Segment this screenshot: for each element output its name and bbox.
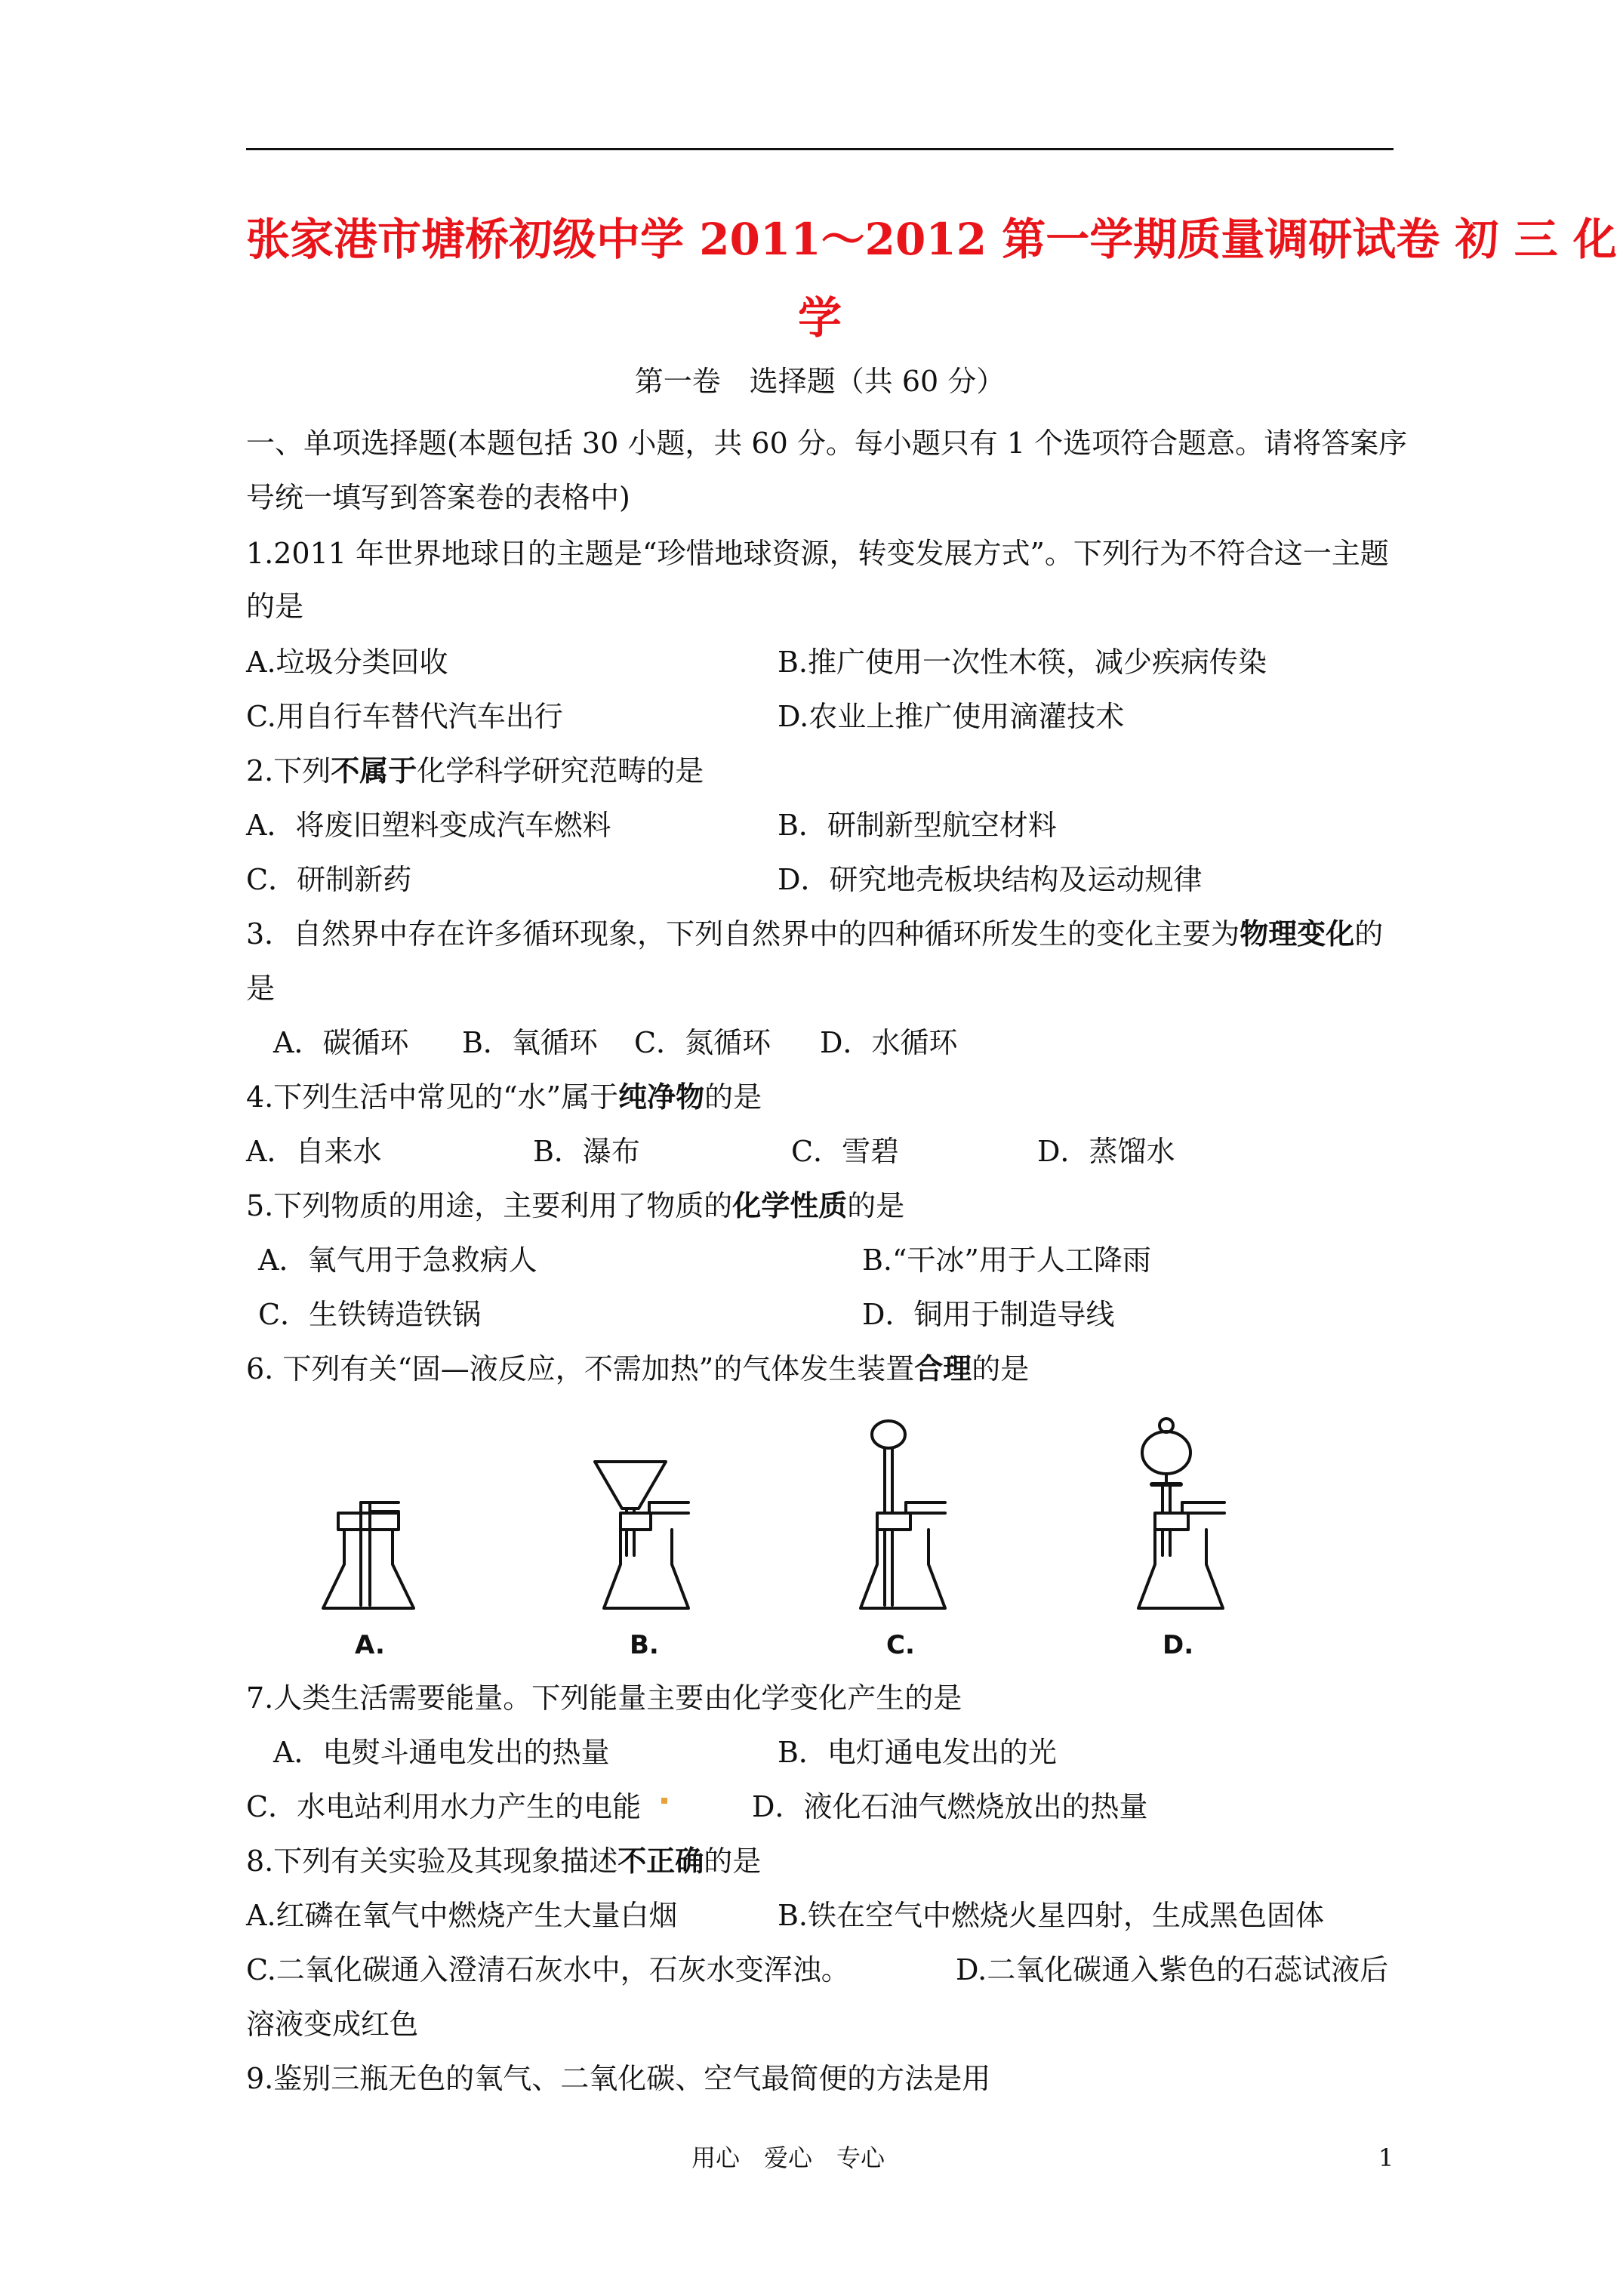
question-2-stem-bold: 不属于	[331, 754, 417, 787]
question-8-option-d-cont: 溶液变成红色	[246, 2008, 419, 2041]
section-intro-line1: 一、单项选择题(本题包括 30 小题，共 60 分。每小题只有 1 个选项符合题意。请将答案序	[246, 427, 1408, 460]
question-7-option-c: C．水电站利用水力产生的电能	[246, 1790, 642, 1823]
figure-label-b: B.	[630, 1630, 659, 1660]
question-2-stem-post: 化学科学研究范畴的是	[417, 754, 704, 787]
question-6-stem-post: 的是	[972, 1352, 1030, 1385]
question-3-option-c: C．氮循环	[634, 1026, 771, 1059]
apparatus-b-funnel-flask-icon	[595, 1462, 688, 1608]
page-title-line1: 张家港市塘桥初级中学 2011～2012 第一学期质量调研试卷 初 三 化	[246, 214, 1617, 265]
apparatus-d-separatory-funnel-flask-icon	[1138, 1419, 1224, 1608]
question-4-option-a: A．自来水	[246, 1135, 382, 1168]
question-5-stem-pre: 5.下列物质的用途，主要利用了物质的	[246, 1189, 733, 1222]
question-8-option-a: A.红磷在氧气中燃烧产生大量白烟	[246, 1899, 678, 1932]
question-3-option-b: B．氧循环	[462, 1026, 598, 1059]
question-3-stem-post: 的	[1354, 917, 1384, 951]
question-1-stem-line2: 的是	[246, 590, 304, 623]
question-7-stem: 7.人类生活需要能量。下列能量主要由化学变化产生的是	[246, 1681, 962, 1715]
question-6-stem-bold: 合理	[914, 1351, 972, 1385]
question-2-option-d: D．研究地壳板块结构及运动规律	[778, 863, 1203, 896]
figure-label-c: C.	[886, 1630, 915, 1660]
question-9-stem: 9.鉴别三瓶无色的氧气、二氧化碳、空气最简便的方法是用	[246, 2062, 991, 2095]
question-3-option-a: A．碳循环	[273, 1026, 409, 1059]
question-8-option-c: C.二氧化碳通入澄清石灰水中，石灰水变浑浊。	[246, 1953, 850, 1986]
question-1-option-d: D.农业上推广使用滴灌技术	[778, 700, 1125, 733]
section-intro-line2: 号统一填写到答案卷的表格中)	[246, 481, 630, 514]
question-3-stem-bold: 物理变化	[1240, 917, 1355, 951]
question-5-stem-post: 的是	[847, 1189, 905, 1222]
page-title-line2: 学	[797, 292, 842, 344]
stray-mark	[661, 1798, 667, 1804]
question-5-option-a: A．氧气用于急救病人	[258, 1244, 537, 1277]
question-5-option-c: C．生铁铸造铁锅	[258, 1298, 482, 1331]
question-5-option-b: B.“干冰”用于人工降雨	[862, 1244, 1151, 1277]
question-4-option-d: D．蒸馏水	[1037, 1135, 1175, 1168]
question-2-option-b: B．研制新型航空材料	[778, 809, 1057, 842]
question-7-option-d: D．液化石油气燃烧放出的热量	[752, 1790, 1148, 1823]
question-3-stem-line2: 是	[246, 972, 276, 1005]
apparatus-c-thistle-funnel-flask-icon	[861, 1421, 945, 1608]
footer-motto: 用心 爱心 专心	[691, 2143, 885, 2172]
question-5-stem-bold: 化学性质	[732, 1188, 848, 1222]
question-8-stem-post: 的是	[704, 1845, 762, 1878]
question-7-option-b: B．电灯通电发出的光	[778, 1736, 1057, 1769]
apparatus-a-flask-icon	[323, 1502, 414, 1608]
question-1-stem-line1: 1.2011 年世界地球日的主题是“珍惜地球资源，转变发展方式”。下列行为不符合这一主题	[246, 537, 1389, 570]
question-8-stem-bold: 不正确	[617, 1844, 704, 1878]
page-number: 1	[1378, 2143, 1394, 2172]
question-6-stem-pre: 6. 下列有关“固—液反应，不需加热”的气体发生装置	[246, 1352, 915, 1385]
question-8-stem	[246, 1845, 761, 1877]
question-1-option-a: A.垃圾分类回收	[246, 646, 448, 679]
figure-label-a: A.	[355, 1630, 385, 1660]
question-4-stem-pre: 4.下列生活中常见的“水”属于	[246, 1080, 619, 1114]
question-3-option-d: D．水循环	[820, 1026, 958, 1059]
question-4-option-c: C．雪碧	[791, 1135, 900, 1168]
question-3-stem-pre: 3．自然界中存在许多循环现象，下列自然界中的四种循环所发生的变化主要为	[246, 917, 1240, 951]
question-7-option-a: A．电熨斗通电发出的热量	[273, 1736, 610, 1769]
volume-subtitle: 第一卷 选择题（共 60 分）	[634, 365, 1006, 398]
question-4-stem-post: 的是	[704, 1080, 762, 1114]
question-2-stem-pre: 2.下列	[246, 754, 331, 787]
question-1-option-b: B.推广使用一次性木筷，减少疾病传染	[778, 646, 1267, 679]
question-8-option-b: B.铁在空气中燃烧火星四射，生成黑色固体	[778, 1899, 1325, 1932]
question-8-option-d: D.二氧化碳通入紫色的石蕊试液后	[956, 1953, 1389, 1986]
question-8-stem-pre: 8.下列有关实验及其现象描述	[246, 1845, 618, 1878]
question-2-option-a: A．将废旧塑料变成汽车燃料	[246, 809, 611, 842]
question-4-stem-bold: 纯净物	[618, 1080, 705, 1114]
figure-label-d: D.	[1163, 1630, 1194, 1660]
question-2-option-c: C．研制新药	[246, 863, 412, 896]
question-5-option-d: D．铜用于制造导线	[862, 1298, 1115, 1331]
question-1-option-c: C.用自行车替代汽车出行	[246, 700, 563, 733]
question-4-option-b: B．瀑布	[533, 1135, 640, 1168]
